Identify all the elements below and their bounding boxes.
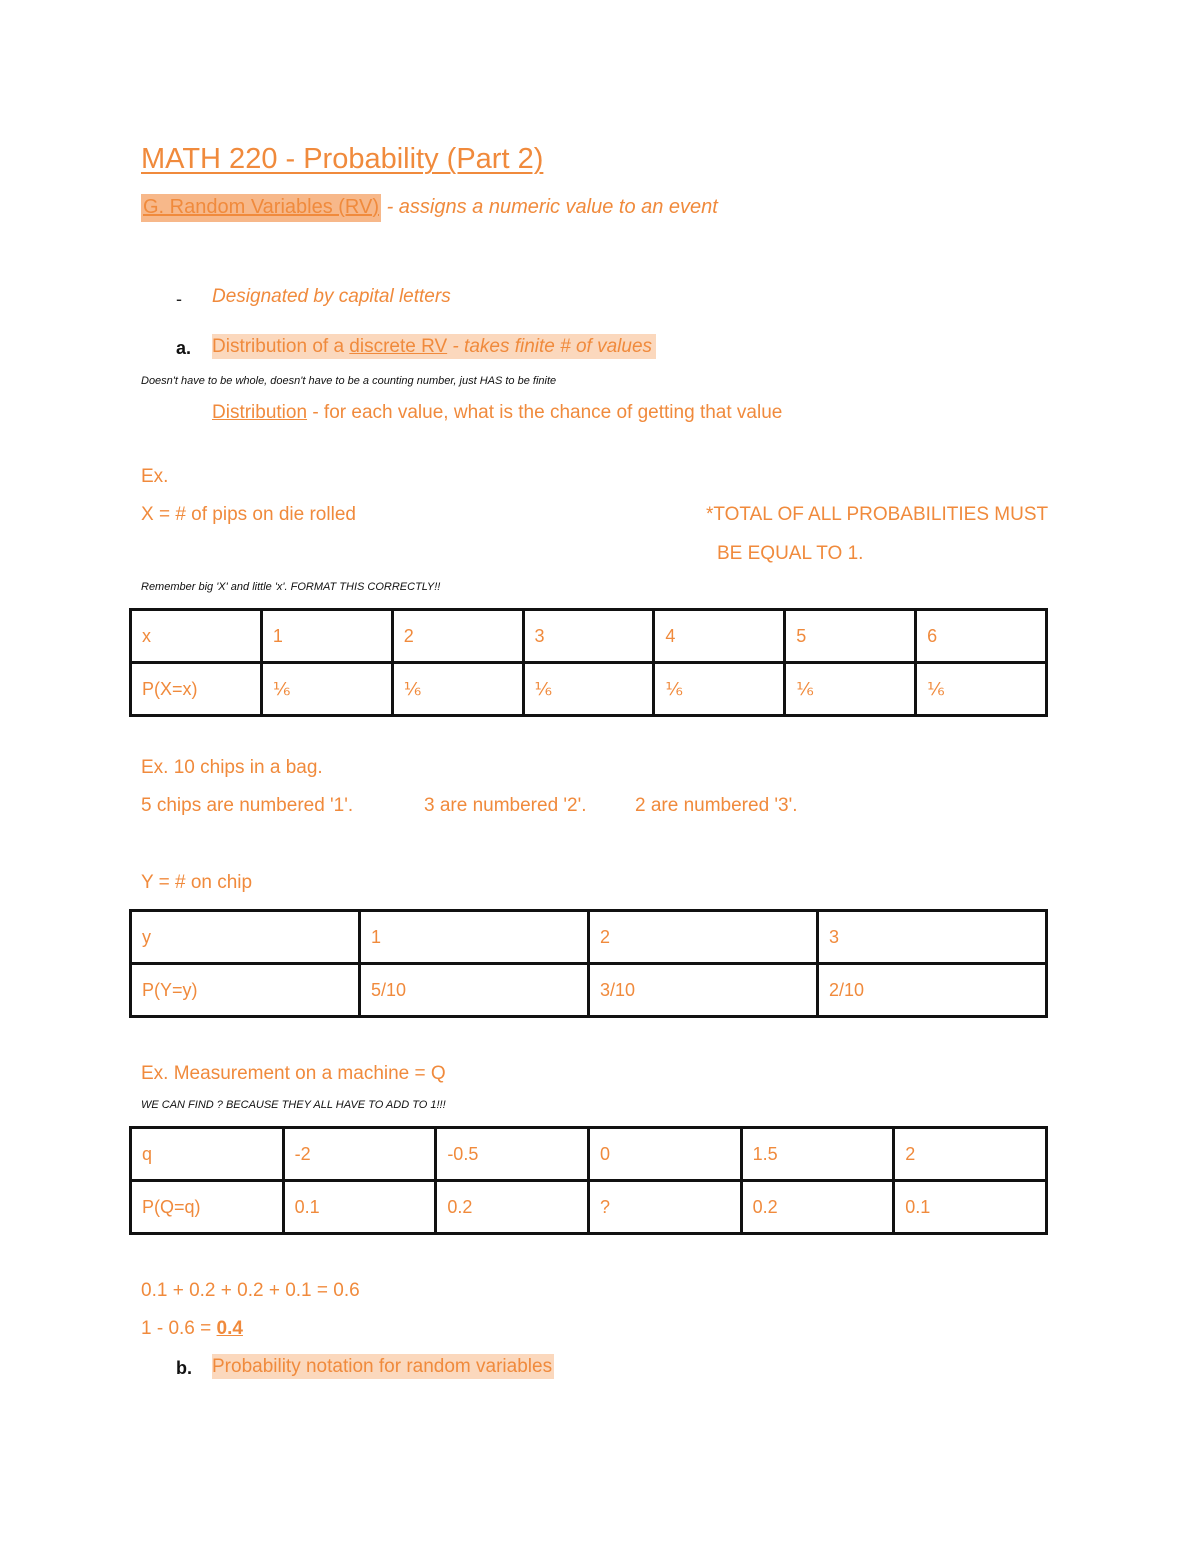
- table-cell: 0.1: [894, 1181, 1047, 1234]
- calc-diff-prefix: 1 - 0.6 =: [141, 1318, 217, 1339]
- example2-variable: Y = # on chip: [141, 872, 253, 893]
- section-g: [141, 196, 718, 219]
- total-note-line2: BE EQUAL TO 1.: [717, 543, 864, 564]
- item-a: [212, 336, 656, 358]
- calc-diff-result: 0.4: [216, 1318, 243, 1339]
- table-cell: q: [131, 1128, 284, 1181]
- table-cell: 5/10: [360, 964, 589, 1017]
- item-a-marker: a.: [176, 338, 192, 358]
- table-row: [131, 911, 1047, 964]
- example1-label: Ex.: [141, 466, 169, 487]
- example2-chips1: 5 chips are numbered '1'.: [141, 795, 354, 816]
- table-cell: -0.5: [436, 1128, 589, 1181]
- table-cell: ⅙: [392, 663, 523, 716]
- note-finite: Doesn't have to be whole, doesn't have to be a counting number, just HAS to be finite: [141, 375, 557, 387]
- table-cell: 2: [894, 1128, 1047, 1181]
- table-cell: ⅙: [785, 663, 916, 716]
- item-a-prefix: Distribution of a: [212, 336, 350, 357]
- item-b: [212, 1356, 554, 1378]
- table-cell: ⅙: [261, 663, 392, 716]
- table-cell: 3: [818, 911, 1047, 964]
- table-cell: 0.2: [741, 1181, 894, 1234]
- example2-line1: Ex. 10 chips in a bag.: [141, 757, 323, 778]
- table-cell: ⅙: [916, 663, 1047, 716]
- item-a-suffix: - takes finite # of values: [447, 336, 653, 357]
- table-cell: 5: [785, 610, 916, 663]
- table-cell: 2: [589, 911, 818, 964]
- table-row: [131, 964, 1047, 1017]
- table-cell: 3: [523, 610, 654, 663]
- table-cell: 1: [360, 911, 589, 964]
- table-cell: x: [131, 610, 262, 663]
- table-cell: 1.5: [741, 1128, 894, 1181]
- section-g-heading: G. Random Variables (RV): [141, 194, 381, 222]
- table-row: [131, 1128, 1047, 1181]
- item-a-term: discrete RV: [349, 336, 448, 357]
- item-b-text: Probability notation for random variables: [212, 1356, 553, 1377]
- distribution-definition: [212, 402, 782, 424]
- table-row: [131, 663, 1047, 716]
- table-cell: ⅙: [654, 663, 785, 716]
- die-distribution-table: [129, 608, 1048, 717]
- calc-sum: 0.1 + 0.2 + 0.2 + 0.1 = 0.6: [141, 1280, 360, 1301]
- table-cell: -2: [283, 1128, 436, 1181]
- table-cell: P(Q=q): [131, 1181, 284, 1234]
- table-cell: 1: [261, 610, 392, 663]
- table-cell: P(Y=y): [131, 964, 360, 1017]
- distribution-term: Distribution: [212, 402, 308, 423]
- table-cell: 0: [588, 1128, 741, 1181]
- table-cell: 2: [392, 610, 523, 663]
- table-cell: 0.1: [283, 1181, 436, 1234]
- example3-note: WE CAN FIND ? BECAUSE THEY ALL HAVE TO ADD TO 1!!!: [141, 1099, 446, 1111]
- table-row: [131, 610, 1047, 663]
- table-cell: ⅙: [523, 663, 654, 716]
- total-note-line1: *TOTAL OF ALL PROBABILITIES MUST: [706, 504, 1049, 525]
- example2-chips2: 3 are numbered '2'.: [424, 795, 587, 816]
- table-cell: 2/10: [818, 964, 1047, 1017]
- item-b-marker: b.: [176, 1358, 192, 1378]
- example1-variable: X = # of pips on die rolled: [141, 504, 356, 525]
- example2-chips3: 2 are numbered '3'.: [635, 795, 798, 816]
- section-g-definition: - assigns a numeric value to an event: [381, 196, 718, 218]
- table-cell: 6: [916, 610, 1047, 663]
- table-cell: 3/10: [589, 964, 818, 1017]
- table-cell: ?: [588, 1181, 741, 1234]
- table-cell: y: [131, 911, 360, 964]
- remember-note: Remember big 'X' and little 'x'. FORMAT THIS CORRECTLY!!: [141, 581, 441, 593]
- page-title: MATH 220 - Probability (Part 2): [141, 143, 544, 175]
- example3-line1: Ex. Measurement on a machine = Q: [141, 1063, 446, 1084]
- calc-diff: [141, 1318, 243, 1340]
- measurement-distribution-table: [129, 1126, 1048, 1235]
- distribution-text: - for each value, what is the chance of getting that value: [307, 402, 783, 423]
- bullet-marker: -: [176, 289, 182, 309]
- table-cell: 0.2: [436, 1181, 589, 1234]
- chip-distribution-table: [129, 909, 1048, 1018]
- table-row: [131, 1181, 1047, 1234]
- bullet-text: Designated by capital letters: [212, 286, 451, 307]
- table-cell: 4: [654, 610, 785, 663]
- table-cell: P(X=x): [131, 663, 262, 716]
